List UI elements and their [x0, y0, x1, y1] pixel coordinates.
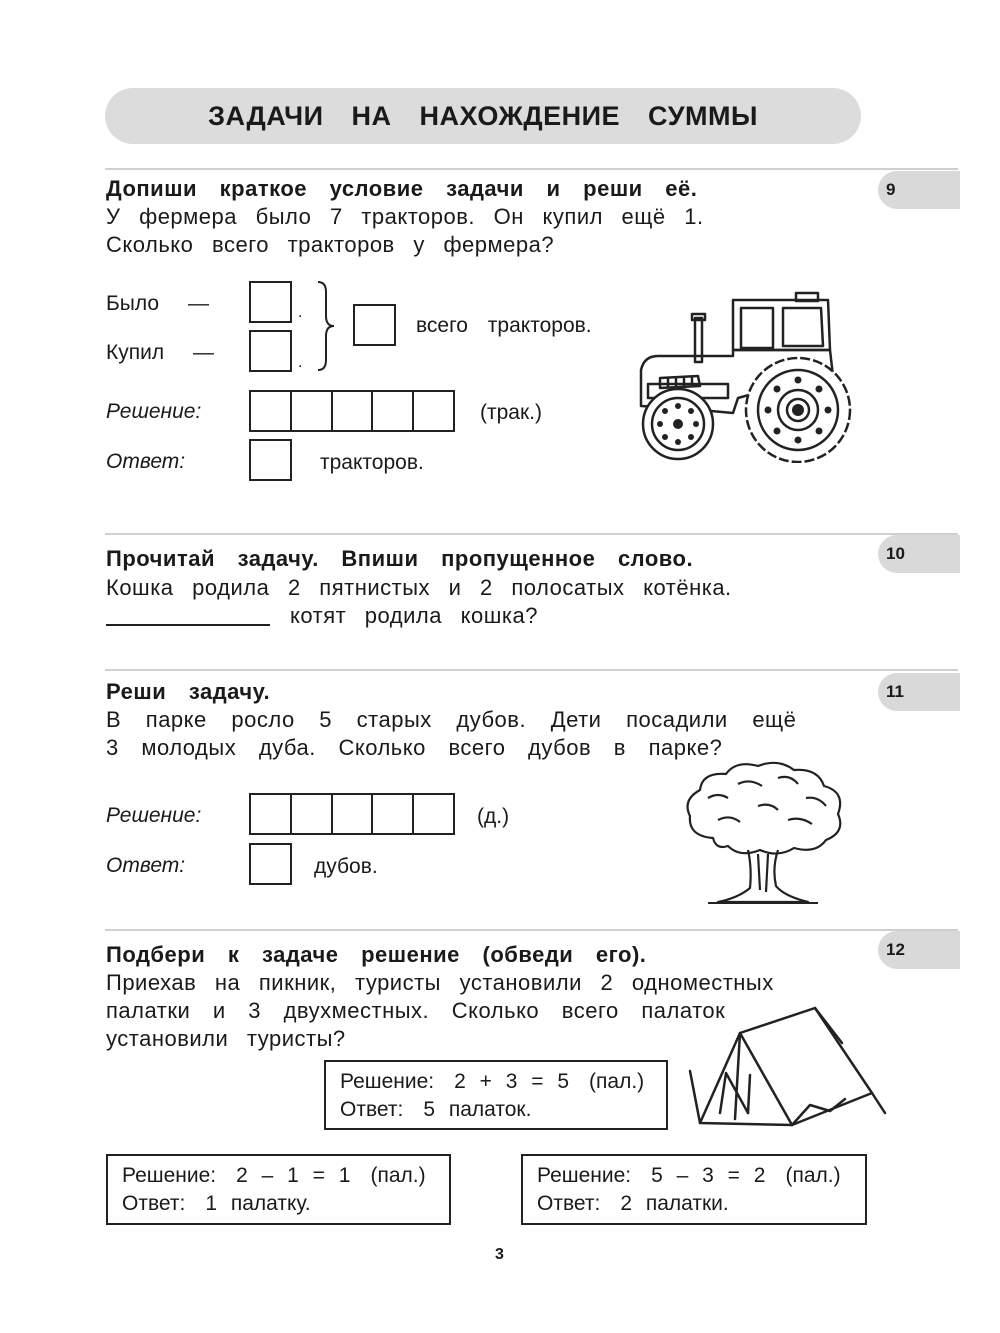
unit-label: (трак.) [480, 401, 542, 424]
task-text-line: 3 молодых дуба. Сколько всего дубов в парке? [106, 735, 723, 760]
solution-label: Решение: [106, 804, 202, 827]
task-text-line: установили туристы? [106, 1026, 346, 1051]
task-text-line: Кошка родила 2 пятнистых и 2 полосатых котёнка. [106, 575, 732, 600]
divider [105, 168, 958, 170]
solution-expression: 2 – 1 = 1 [236, 1164, 351, 1187]
task-number-badge [878, 931, 960, 969]
solution-option-b[interactable] [106, 1154, 451, 1225]
task-number: 11 [886, 682, 904, 701]
divider [105, 533, 958, 535]
task-number: 12 [886, 940, 905, 959]
task-text-line: Сколько всего тракторов у фермера? [106, 232, 555, 257]
task-title: Прочитай задачу. Впиши пропущенное слово. [106, 546, 694, 571]
answer-box-total[interactable] [353, 304, 396, 346]
answer-unit: тракторов. [320, 451, 424, 474]
answer-unit: дубов. [314, 855, 378, 878]
answer-row [340, 1096, 652, 1124]
total-label: всего тракторов. [416, 314, 592, 337]
answer-value: 1 палатку. [205, 1192, 311, 1215]
answer-row [122, 1190, 435, 1218]
task-title: Подбери к задаче решение (обведи его). [106, 942, 647, 967]
solution-expression: 5 – 3 = 2 [651, 1164, 766, 1187]
answer-label: Ответ: [106, 450, 186, 473]
task-text-line: У фермера было 7 тракторов. Он купил ещё 1. [106, 204, 704, 229]
tent-icon [680, 1003, 890, 1128]
solution-label: Решение: [122, 1164, 217, 1187]
page-title: ЗАДАЧИ НА НАХОЖДЕНИЕ СУММЫ [208, 100, 758, 131]
solution-option-a[interactable] [324, 1060, 668, 1130]
solution-label: Решение: [340, 1070, 435, 1093]
solution-option-c[interactable] [521, 1154, 867, 1225]
task-number: 9 [886, 180, 896, 199]
task-text-line: Приехав на пикник, туристы установили 2 одноместных [106, 970, 774, 995]
task-number-badge [878, 535, 960, 573]
answer-value: 2 палатки. [620, 1192, 729, 1215]
solution-row [537, 1162, 851, 1190]
dot: . [298, 354, 303, 371]
task-text-line: котят родила кошка? [290, 603, 538, 628]
label-bought: Купил [106, 341, 165, 364]
unit-label: (пал.) [785, 1164, 841, 1187]
unit-label: (пал.) [370, 1164, 426, 1187]
answer-label: Ответ: [106, 854, 186, 877]
solution-cells[interactable] [249, 390, 455, 432]
task-number: 10 [886, 544, 905, 563]
task-number-badge [878, 673, 960, 711]
fill-in-blank-line[interactable] [106, 624, 270, 626]
oak-tree-icon [678, 758, 853, 908]
answer-row [537, 1190, 851, 1218]
task-number-badge [878, 171, 960, 209]
task-title: Допиши краткое условие задачи и реши её. [106, 176, 698, 201]
divider [105, 929, 958, 931]
solution-expression: 2 + 3 = 5 [454, 1070, 570, 1093]
unit-label: (д.) [477, 805, 510, 828]
dash: — [188, 292, 209, 315]
tractor-icon [638, 288, 863, 463]
solution-label: Решение: [106, 400, 202, 423]
solution-label: Решение: [537, 1164, 632, 1187]
solution-cells[interactable] [249, 793, 455, 835]
answer-box[interactable] [249, 439, 292, 481]
answer-label: Ответ: [537, 1192, 601, 1215]
answer-value: 5 палаток. [423, 1098, 532, 1121]
task-title: Реши задачу. [106, 679, 271, 704]
solution-row [122, 1162, 435, 1190]
task-text-line: В парке росло 5 старых дубов. Дети посадили ещё [106, 707, 797, 732]
page-number: 3 [495, 1246, 504, 1263]
page-title-banner [105, 88, 861, 144]
unit-label: (пал.) [589, 1070, 645, 1093]
label-was: Было [106, 292, 160, 315]
divider [105, 669, 958, 671]
solution-row [340, 1068, 652, 1096]
answer-box-bought[interactable] [249, 330, 292, 372]
answer-label: Ответ: [340, 1098, 404, 1121]
dot: . [298, 304, 303, 321]
answer-box[interactable] [249, 843, 292, 885]
task-text-line: палатки и 3 двухместных. Сколько всего палаток [106, 998, 726, 1023]
dash: — [193, 341, 214, 364]
curly-brace-icon [314, 280, 338, 372]
answer-label: Ответ: [122, 1192, 186, 1215]
answer-box-was[interactable] [249, 281, 292, 323]
